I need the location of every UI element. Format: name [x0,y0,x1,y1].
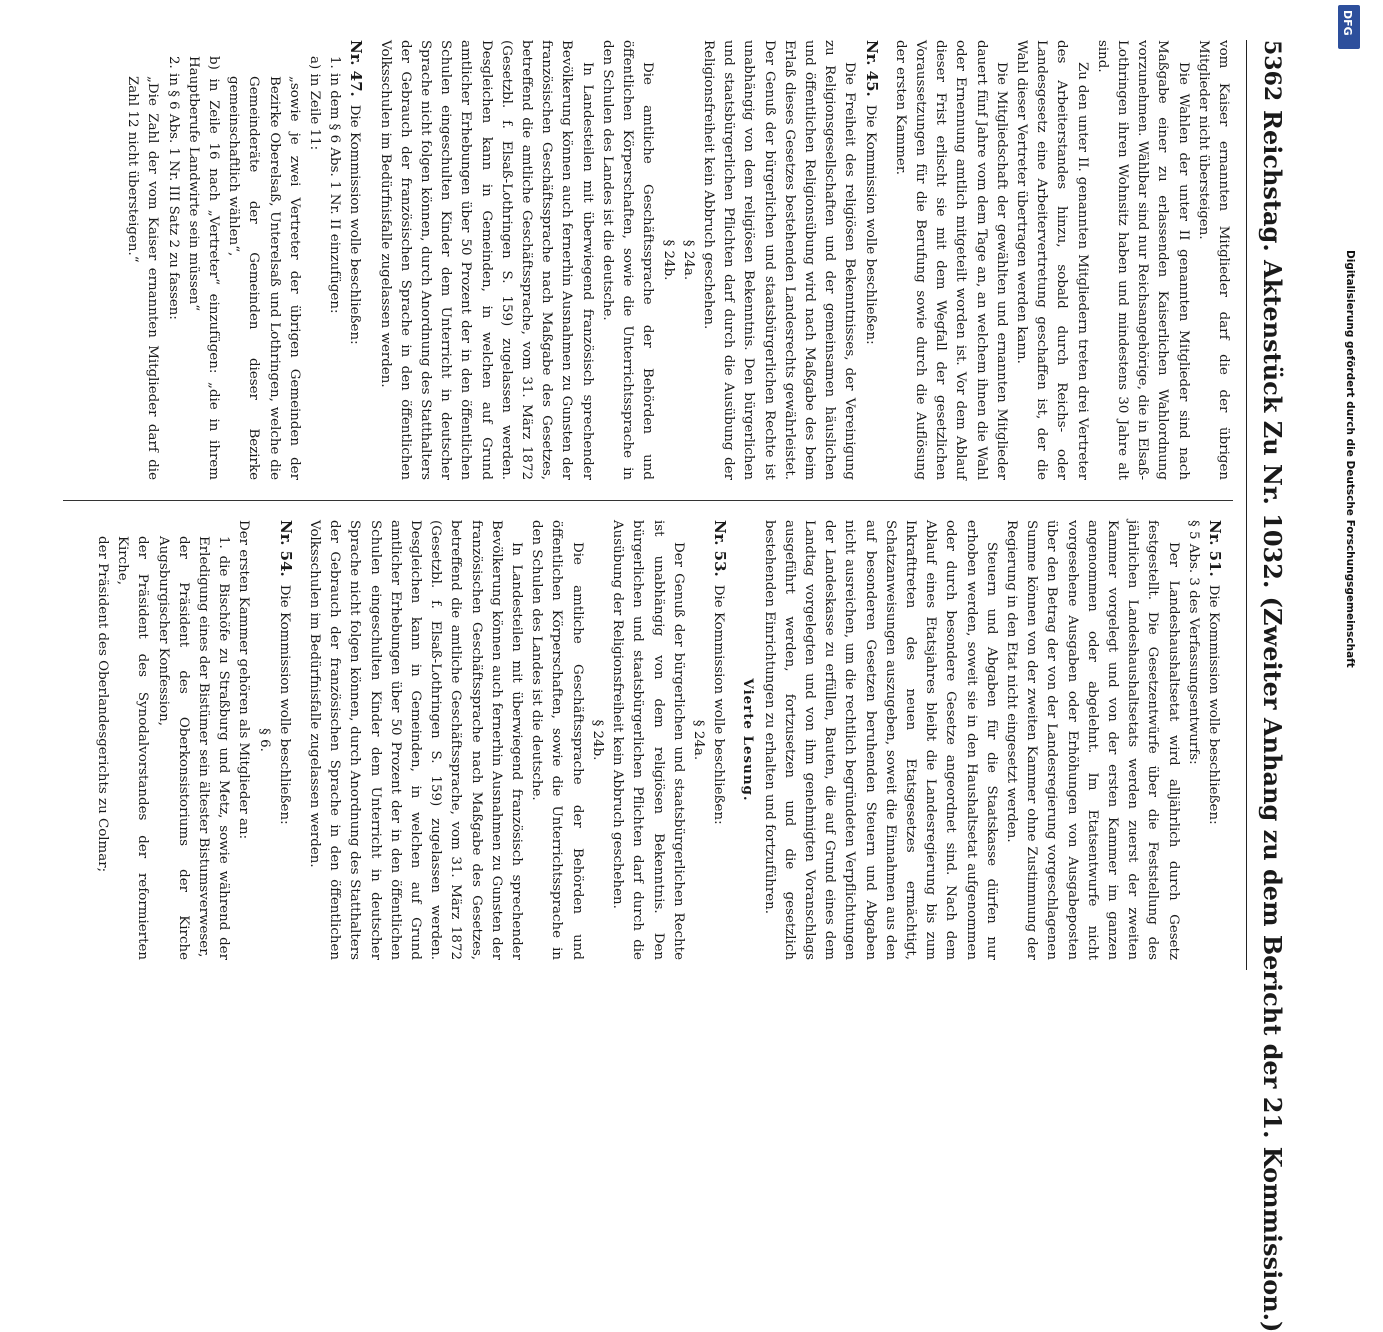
text-paragraph: der Präsident des Oberkonsistoriums der Kirche Augsburgischer Konfession, [155,536,191,960]
column-divider [63,500,1233,501]
motion-heading [708,520,730,960]
text-paragraph: In Landesteilen mit überwiegend französisch sprechender Bevölkerung können auch fernerhin Ausnahmen zu Gunsten der französischen Geschäftssprache nach Maßgabe des Gesetzes, betreffend die amtliche Geschäftssprache, vom 31. März 1872 (Gesetzbl. f. Elsaß-Lothringen S. 159) zugelassen werden. Desgleichen kann in Gemeinden, in welchen auf Grund amtlicher Erhebungen über 50 Prozent der in den öffentlichen Schulen eingeschulten Kinder dem Unterricht in deutscher Sprache nicht folgen können, durch Anordnung des Statthalters der Gebrauch der französischen Sprache in den öffentlichen Volksschulen im Bedürfnisfalle zugelassen werden. [377,40,595,480]
left-column [122,40,1233,480]
text-paragraph: Der Genuß der bürgerlichen und staatsbürgerlichen Rechte ist unabhängig von dem religiösen Bekenntnis. Den bürgerlichen und staatsbürgerlichen Pflichten darf durch die Ausübung der Religionsfreiheit kein Abbruch geschehen. [610,520,686,960]
digitization-credit [1336,0,1366,1000]
section-heading: Vierte Lesung. [740,678,757,802]
text-paragraph: „Die Zahl der vom Kaiser ernannten Mitglieder darf die Zahl 12 nicht übersteigen.“ [125,76,161,480]
scanned-page [43,0,1313,1332]
right-column [92,520,1233,960]
credit-text: Digitalisierung gefördert durch die Deutsche Forschungsgemeinschaft [1344,250,1356,668]
motion-text: Die Kommission wolle beschließen: [1206,584,1221,825]
motion-text: Die Kommission wolle beschließen: [862,104,878,345]
motion-heading [344,40,366,480]
text-paragraph: b) in Zeile 16 nach „Vertreter“ einzufügen: „die in ihrem Hauptberufe Landwirte sein müssen“ [185,56,222,480]
motion-text: Die Kommission wolle beschließen: [711,584,727,825]
text-paragraph: 2. in § 6 Abs. 1 Nr. III Satz 2 zu fassen: [165,56,181,320]
text-paragraph: a) in Zeile 11: [307,56,323,151]
text-paragraph: der Präsident des Oberlandesgerichts zu Colmar; [95,536,111,873]
page-number: 5362 [1259,40,1285,102]
page-header [1246,40,1307,1332]
text-paragraph: Die amtliche Geschäftssprache der Behörden und öffentlichen Körperschaften, sowie die Unterrichtssprache in den Schulen des Landes ist die deutsche. [529,520,585,960]
text-paragraph: Zu den unter II. genannten Mitgliedern treten drei Vertreter des Arbeiterstandes hinzu, sobald durch Reichs- oder Landesgesetz eine Arbeitervertretung geschaffen ist, der die Wahl dieser Vertreter übertragen werden kann. [1013,40,1090,480]
text-paragraph: vom Kaiser ernannten Mitglieder darf die der übrigen Mitglieder nicht übersteigen. [1195,40,1231,480]
paragraph-mark: § 24b. [589,719,605,761]
paragraph-mark: § 6. [256,728,272,752]
text-paragraph: Der Landeshaushaltsetat wird alljährlich durch Gesetz festgestellt. Die Gesetzentwürfe über die Feststellung des jährlichen Landeshaushaltsetats werden zuerst der zweiten Kammer vorgelegt und von der ersten Kammer im ganzen angenommen oder abgelehnt. Im Etatsentwurfe nicht vorgesehene Ausgaben oder Erhöhungen von Ausgabeposten über den Betrag der von der Landesregierung vorgeschlagenen Summe können von der zweiten Kammer ohne Zustimmung der Regierung in den Etat nicht eingesetzt werden. [1003,520,1181,960]
dfg-logo-text: DFG [1341,10,1354,36]
motion-number: Nr. 54. [276,520,295,577]
text-paragraph: In Landesteilen mit überwiegend französisch sprechender Bevölkerung können auch fernerhin Ausnahmen zu Gunsten der französischen Geschäftssprache nach Maßgabe des Gesetzes, betreffend die amtliche Geschäftssprache, vom 31. März 1872 (Gesetzbl. f. Elsaß-Lothringen S. 159) zugelassen werden. Desgleichen kann in Gemeinden, in welchen auf Grund amtlicher Erhebungen über 50 Prozent der in den öffentlichen Schulen eingeschulten Kinder dem Unterricht in deutscher Sprache nicht folgen können, durch Anordnung des Statthalters der Gebrauch der französischen Sprache in den öffentlichen Volksschulen im Bedürfnisfalle zugelassen werden. [307,520,525,960]
motion-heading [859,40,881,480]
motion-heading [274,520,296,960]
page-title: Reichstag. Aktenstück Zu Nr. 1032. (Zweiter Anhang zu dem Bericht der 21. Kommission.) [1258,110,1287,1332]
text-paragraph: Die Freiheit des religiösen Bekenntnisses, der Vereinigung zu Religionsgesellschaften und der gemeinsamen häuslichen und öffentlichen Religionsübung wird nach Maßgabe des beim Erlaß dieses Gesetzes bestehenden Landesrechts gewährleistet. Der Genuß der bürgerlichen und staatsbürgerlichen Rechte ist unabhängig von dem religiösen Bekenntnis. Den bürgerlichen und staatsbürgerlichen Pflichten darf durch die Ausübung der Religionsfreiheit kein Abbruch geschehen. [700,40,858,480]
dfg-logo [1338,5,1360,49]
text-paragraph: Der ersten Kammer gehören als Mitglieder an: [236,520,252,840]
motion-text: Die Kommission wolle beschließen: [347,104,363,345]
motion-text: Die Kommission wolle beschließen: [276,584,292,825]
motion-number: Nr. 53. [711,520,730,577]
text-paragraph: 1. in dem § 6 Abs. 1 Nr. II einzufügen: [327,56,343,314]
paragraph-mark: § 24a. [680,239,696,281]
text-paragraph: Die amtliche Geschäftssprache der Behörden und öffentlichen Körperschaften, sowie die Unterrichtssprache in den Schulen des Landes ist die deutsche. [599,40,656,480]
text-paragraph: „sowie je zwei Vertreter der übrigen Gemeinden der Bezirke Oberelsaß, Unterelsaß und Lothringen, welche die Gemeinderäte der Gemeinden dieser Bezirke gemeinschaftlich wählen“, [226,76,302,480]
text-paragraph: Steuern und Abgaben für die Staatskasse dürfen nur erhoben werden, soweit sie in den Haushaltsetat aufgenommen oder durch besondere Gesetze angeordnet sind. Nach dem Ablauf eines Etatsjahres bleibt die Landesregierung bis zum Inkrafttreten des neuen Etatsgesetzes ermächtigt, Schatzanweisungen auszugeben, soweit die Einnahmen aus den auf besonderen Gesetzen beruhenden Steuern und Abgaben nicht ausreichen, um die rechtlich begründeten Verpflichtungen der Landeskasse zu erfüllen, Bauten, die auf Grund eines dem Landtag vorgelegten und von ihm genehmigten Voranschlags ausgeführt werden, fortzusetzen und die gesetzlich bestehenden Einrichtungen zu erhalten und fortzuführen. [761,520,999,960]
paragraph-mark: § 24b. [660,239,676,281]
text-paragraph: der Präsident des Synodalvorstandes der reformierten Kirche, [115,536,151,960]
text-paragraph: 1. die Bischöfe zu Straßburg und Metz, sowie während der Erledigung eines der Bistümer sein ältester Bistumsverweser, [196,536,232,960]
paragraph-mark: § 24a. [690,719,706,761]
motion-number: Nr. 51. [1206,520,1224,577]
motion-number: Nr. 47. [347,40,366,97]
text-paragraph: Die Wahlen der unter II genannten Mitglieder sind nach Maßgabe einer zu erlassenden Kaiserlichen Wahlordnung vorzunehmen. Wählbar sind nur Reichsangehörige, die in Elsaß-Lothringen ihren Wohnsitz haben und mindestens 30 Jahre alt sind. [1094,40,1191,480]
motion-number: Nr. 45. [862,40,881,97]
text-paragraph: Die Mitgliedschaft der gewählten und ernannten Mitglieder dauert fünf Jahre vom dem Tage an, an welchem ihnen die Wahl oder Ernennung amtlich mitgeteilt worden ist. Vor dem Ablauf dieser Frist erlischt sie mit dem Wegfall der gesetzlichen Voraussetzungen für die Berufung sowie durch die Auflösung der ersten Kammer. [892,40,1009,480]
text-paragraph: § 5 Abs. 3 des Verfassungsentwurfs: [1185,520,1201,765]
motion-heading [1203,520,1225,960]
